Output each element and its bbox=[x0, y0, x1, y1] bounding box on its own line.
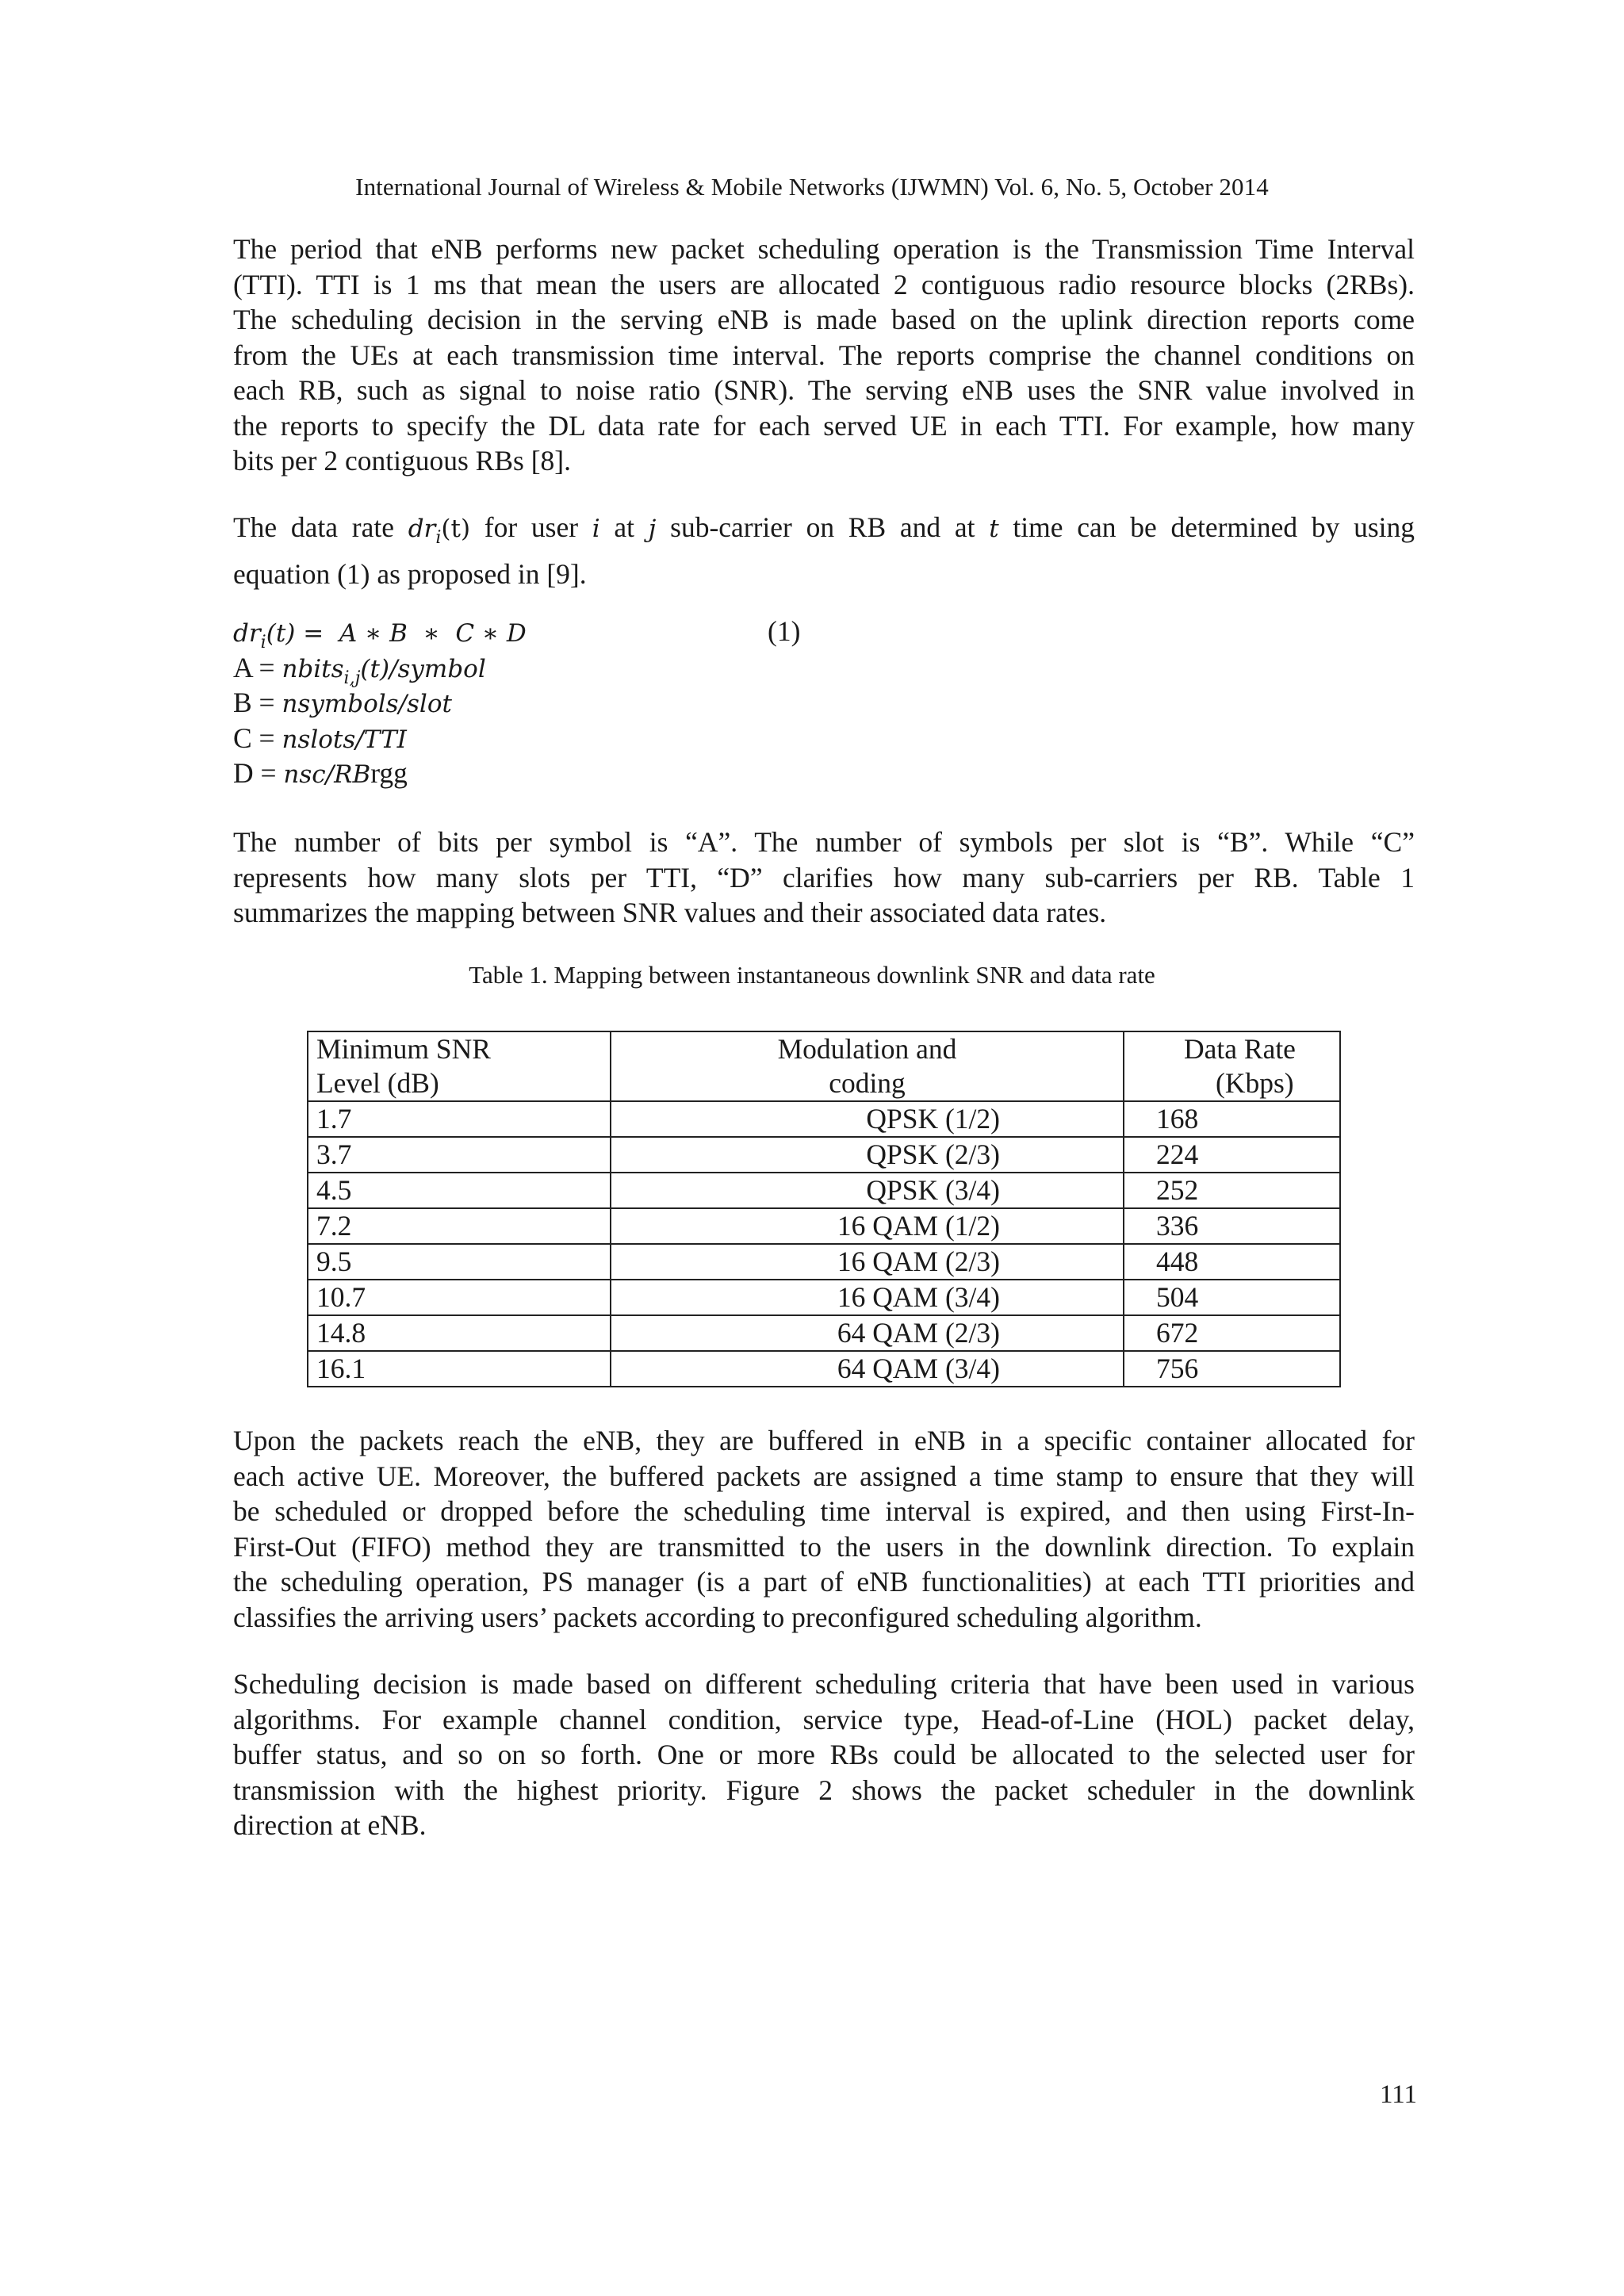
modulation-cell: 16 QAM (3/4) bbox=[611, 1280, 1124, 1315]
table-row bbox=[308, 1101, 1340, 1137]
header-text: Level (dB) bbox=[316, 1067, 439, 1099]
paragraph-abcd bbox=[233, 825, 1415, 931]
text-line: the scheduling operation, PS manager (is a part of eNB functionalities) at each TTI priorities and bbox=[233, 1566, 1415, 1598]
table-row bbox=[308, 1315, 1340, 1351]
paragraph-tti bbox=[233, 232, 1415, 479]
def-suffix: rgg bbox=[370, 757, 408, 789]
text-line: First-Out (FIFO) method they are transmitted to the users in the downlink direction. To explain bbox=[233, 1530, 1415, 1563]
math-lhs: dr bbox=[233, 619, 261, 648]
text-line: transmission with the highest priority. Figure 2 shows the packet scheduler in the downlink bbox=[233, 1774, 1415, 1806]
text-run: at bbox=[599, 511, 649, 543]
snr-cell: 16.1 bbox=[308, 1351, 611, 1387]
text-line: equation (1) as proposed in [9]. bbox=[233, 557, 587, 590]
paragraph-scheduling-decision bbox=[233, 1667, 1415, 1843]
rate-cell: 672 bbox=[1124, 1315, 1340, 1351]
text-line: The scheduling decision in the serving eNB is made based on the uplink direction reports come bbox=[233, 304, 1415, 335]
text-run: for user bbox=[470, 511, 592, 543]
text-line: buffer status, and so on so forth. One or more RBs could be allocated to the selected user for bbox=[233, 1739, 1415, 1770]
header-text: Minimum SNR bbox=[316, 1033, 491, 1065]
text-line: bits per 2 contiguous RBs [8]. bbox=[233, 445, 571, 476]
math-subscript: i bbox=[260, 633, 266, 653]
text-line: Scheduling decision is made based on different scheduling criteria that have been used in various bbox=[233, 1668, 1415, 1700]
snr-cell: 10.7 bbox=[308, 1280, 611, 1315]
def-label: A = bbox=[233, 651, 282, 683]
modulation-cell: 64 QAM (2/3) bbox=[611, 1315, 1124, 1351]
def-label: D = bbox=[233, 757, 284, 789]
paragraph-data-rate bbox=[233, 510, 1415, 591]
math-expr: nsc/RB bbox=[283, 760, 371, 789]
text-line: each active UE. Moreover, the buffered packets are assigned a time stamp to ensure that they will bbox=[233, 1460, 1415, 1492]
def-label: C = bbox=[233, 721, 282, 754]
math-arg: (t) bbox=[441, 515, 471, 543]
text-line bbox=[233, 510, 1415, 557]
table-row bbox=[308, 1137, 1340, 1173]
page-number: 111 bbox=[1380, 2080, 1418, 2109]
table-row bbox=[308, 1351, 1340, 1387]
header-text: coding bbox=[829, 1067, 906, 1099]
text-line: summarizes the mapping between SNR values and their associated data rates. bbox=[233, 897, 1107, 928]
text-line: classifies the arriving users’ packets according to preconfigured scheduling algorithm. bbox=[233, 1601, 1202, 1633]
math-expr: nsymbols/slot bbox=[282, 690, 452, 718]
text-line: The number of bits per symbol is “A”. The number of symbols per slot is “B”. While “C” bbox=[233, 826, 1415, 858]
def-label: B = bbox=[233, 687, 282, 718]
modulation-cell: 16 QAM (1/2) bbox=[611, 1208, 1124, 1244]
equation-def-a bbox=[233, 650, 527, 686]
math-expr: (t)/symbol bbox=[360, 654, 486, 683]
rate-cell: 448 bbox=[1124, 1244, 1340, 1280]
rate-cell: 168 bbox=[1124, 1101, 1340, 1137]
rate-cell: 504 bbox=[1124, 1280, 1340, 1315]
equation-def-b bbox=[233, 685, 527, 721]
math-dr: dr bbox=[408, 515, 436, 543]
modulation-cell: QPSK (2/3) bbox=[611, 1137, 1124, 1173]
math-rhs: (t) = A ∗ B ∗ C ∗ D bbox=[266, 619, 527, 648]
math-subscript: i,j bbox=[343, 668, 361, 688]
math-subscript: i bbox=[435, 528, 442, 549]
rate-cell: 336 bbox=[1124, 1208, 1340, 1244]
text-line: (TTI). TTI is 1 ms that mean the users are allocated 2 contiguous radio resource blocks (2RBs). bbox=[233, 268, 1415, 300]
text-line: direction at eNB. bbox=[233, 1809, 427, 1841]
snr-cell: 7.2 bbox=[308, 1208, 611, 1244]
text-line: the reports to specify the DL data rate for each served UE in each TTI. For example, how many bbox=[233, 409, 1415, 442]
text-line: algorithms. For example channel condition, service type, Head-of-Line (HOL) packet delay, bbox=[233, 1703, 1415, 1735]
table-row bbox=[308, 1280, 1340, 1315]
equation-def-d bbox=[233, 756, 527, 791]
snr-cell: 4.5 bbox=[308, 1173, 611, 1208]
modulation-cell: 64 QAM (3/4) bbox=[611, 1351, 1124, 1387]
equation-main bbox=[233, 614, 527, 653]
running-header: International Journal of Wireless & Mobile Networks (IJWMN) Vol. 6, No. 5, October 2014 bbox=[355, 173, 1269, 201]
text-line: from the UEs at each transmission time interval. The reports comprise the channel conditions on bbox=[233, 339, 1415, 371]
snr-cell: 1.7 bbox=[308, 1101, 611, 1137]
math-expr: nbits bbox=[282, 654, 344, 683]
header-text: Modulation and bbox=[777, 1033, 957, 1065]
text-line: represents how many slots per TTI, “D” clarifies how many sub-carriers per RB. Table 1 bbox=[233, 861, 1415, 894]
table-row bbox=[308, 1208, 1340, 1244]
snr-rate-table bbox=[307, 1031, 1341, 1387]
text-run: time can be determined by using bbox=[998, 511, 1415, 543]
modulation-cell: QPSK (1/2) bbox=[611, 1101, 1124, 1137]
snr-cell: 9.5 bbox=[308, 1244, 611, 1280]
text-line: The period that eNB performs new packet scheduling operation is the Transmission Time Interval bbox=[233, 233, 1415, 265]
rate-cell: 224 bbox=[1124, 1137, 1340, 1173]
paragraph-buffering bbox=[233, 1423, 1415, 1635]
snr-cell: 14.8 bbox=[308, 1315, 611, 1351]
text-line: each RB, such as signal to noise ratio (SNR). The serving eNB uses the SNR value involved in bbox=[233, 374, 1415, 406]
text-line: be scheduled or dropped before the scheduling time interval is expired, and then using First-In- bbox=[233, 1495, 1415, 1527]
table-row bbox=[308, 1244, 1340, 1280]
rate-cell: 756 bbox=[1124, 1351, 1340, 1387]
text-line: Upon the packets reach the eNB, they are buffered in eNB in a specific container allocated for bbox=[233, 1425, 1415, 1456]
math-var: i bbox=[592, 515, 600, 543]
equation-block bbox=[233, 614, 527, 791]
header-text: Data Rate bbox=[1184, 1033, 1296, 1065]
table-caption: Table 1. Mapping between instantaneous downlink SNR and data rate bbox=[469, 961, 1155, 989]
header-cell bbox=[611, 1031, 1124, 1101]
equation-def-c bbox=[233, 721, 527, 756]
equation-number: (1) bbox=[768, 615, 801, 647]
snr-cell: 3.7 bbox=[308, 1137, 611, 1173]
header-cell bbox=[308, 1031, 611, 1101]
modulation-cell: 16 QAM (2/3) bbox=[611, 1244, 1124, 1280]
table-row bbox=[308, 1173, 1340, 1208]
math-var: t bbox=[989, 515, 999, 543]
rate-cell: 252 bbox=[1124, 1173, 1340, 1208]
table-header-row bbox=[308, 1031, 1340, 1101]
header-text: (Kbps) bbox=[1216, 1067, 1294, 1099]
text-run: sub-carrier on RB and at bbox=[656, 511, 990, 543]
text-run: The data rate bbox=[233, 511, 408, 543]
math-expr: nslots/TTI bbox=[282, 725, 407, 754]
math-var: j bbox=[648, 515, 657, 543]
modulation-cell: QPSK (3/4) bbox=[611, 1173, 1124, 1208]
header-cell bbox=[1124, 1031, 1340, 1101]
